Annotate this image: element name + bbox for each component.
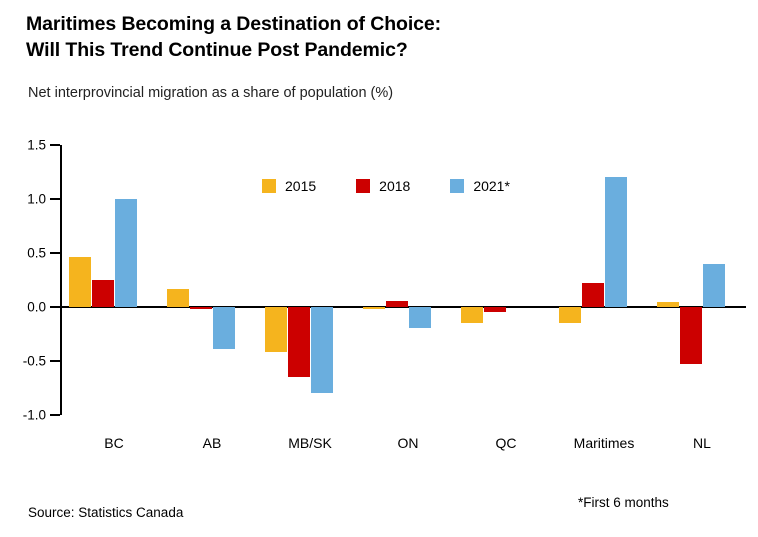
bar-bc-2015	[69, 257, 91, 307]
y-axis-tick-label: 0.0	[27, 299, 46, 315]
legend-label-2018: 2018	[379, 178, 411, 194]
bar-maritimes-2021	[605, 177, 627, 307]
bar-on-2021	[409, 307, 431, 328]
bar-nl-2021	[703, 264, 725, 307]
source-note: Source: Statistics Canada	[28, 505, 184, 520]
x-axis-label-ab: AB	[202, 435, 222, 451]
y-axis-tick	[50, 306, 60, 308]
x-axis-label-bc: BC	[104, 435, 124, 451]
y-axis-tick	[50, 252, 60, 254]
y-axis-tick-label: 1.0	[27, 191, 46, 207]
y-axis-tick-label: 1.5	[27, 137, 46, 153]
bar-bc-2018	[92, 280, 114, 307]
bar-nl-2015	[657, 302, 679, 307]
bar-bc-2021	[115, 199, 137, 307]
bar-nl-2018	[680, 307, 702, 364]
bar-qc-2018	[484, 307, 506, 312]
bar-maritimes-2015	[559, 307, 581, 323]
x-axis-label-mb-sk: MB/SK	[288, 435, 332, 451]
x-axis-label-nl: NL	[693, 435, 711, 451]
chart-subtitle: Net interprovincial migration as a share of population (%)	[28, 85, 394, 101]
bar-ab-2021	[213, 307, 235, 349]
bar-qc-2015	[461, 307, 483, 323]
footnote-text: *First 6 months	[578, 495, 669, 510]
x-axis-label-on: ON	[397, 435, 419, 451]
plot-area	[22, 137, 746, 451]
title-line-1: Maritimes Becoming a Destination of Choice:	[26, 13, 442, 35]
y-axis-tick	[50, 198, 60, 200]
legend-label-2015: 2015	[285, 178, 317, 194]
bar-on-2015	[363, 307, 385, 309]
bar-mb-sk-2018	[288, 307, 310, 377]
bar-ab-2018	[190, 307, 212, 309]
y-axis-tick-label: 0.5	[27, 245, 46, 261]
y-axis-tick-label: -0.5	[22, 353, 46, 369]
title-line-2: Will This Trend Continue Post Pandemic?	[26, 38, 408, 61]
bar-maritimes-2018	[582, 283, 604, 307]
bar-mb-sk-2015	[265, 307, 287, 352]
y-axis-line	[60, 145, 62, 415]
y-axis-tick-label: -1.0	[22, 407, 46, 423]
bar-ab-2015	[167, 289, 189, 307]
y-axis-tick	[50, 360, 60, 362]
x-axis-label-maritimes: Maritimes	[573, 435, 635, 451]
legend-label-2021: 2021*	[473, 178, 510, 194]
y-axis-tick	[50, 414, 60, 416]
bar-mb-sk-2021	[311, 307, 333, 393]
page-title	[26, 12, 726, 64]
y-axis-tick	[50, 144, 60, 146]
x-axis-label-qc: QC	[495, 435, 517, 451]
bar-on-2018	[386, 301, 408, 307]
